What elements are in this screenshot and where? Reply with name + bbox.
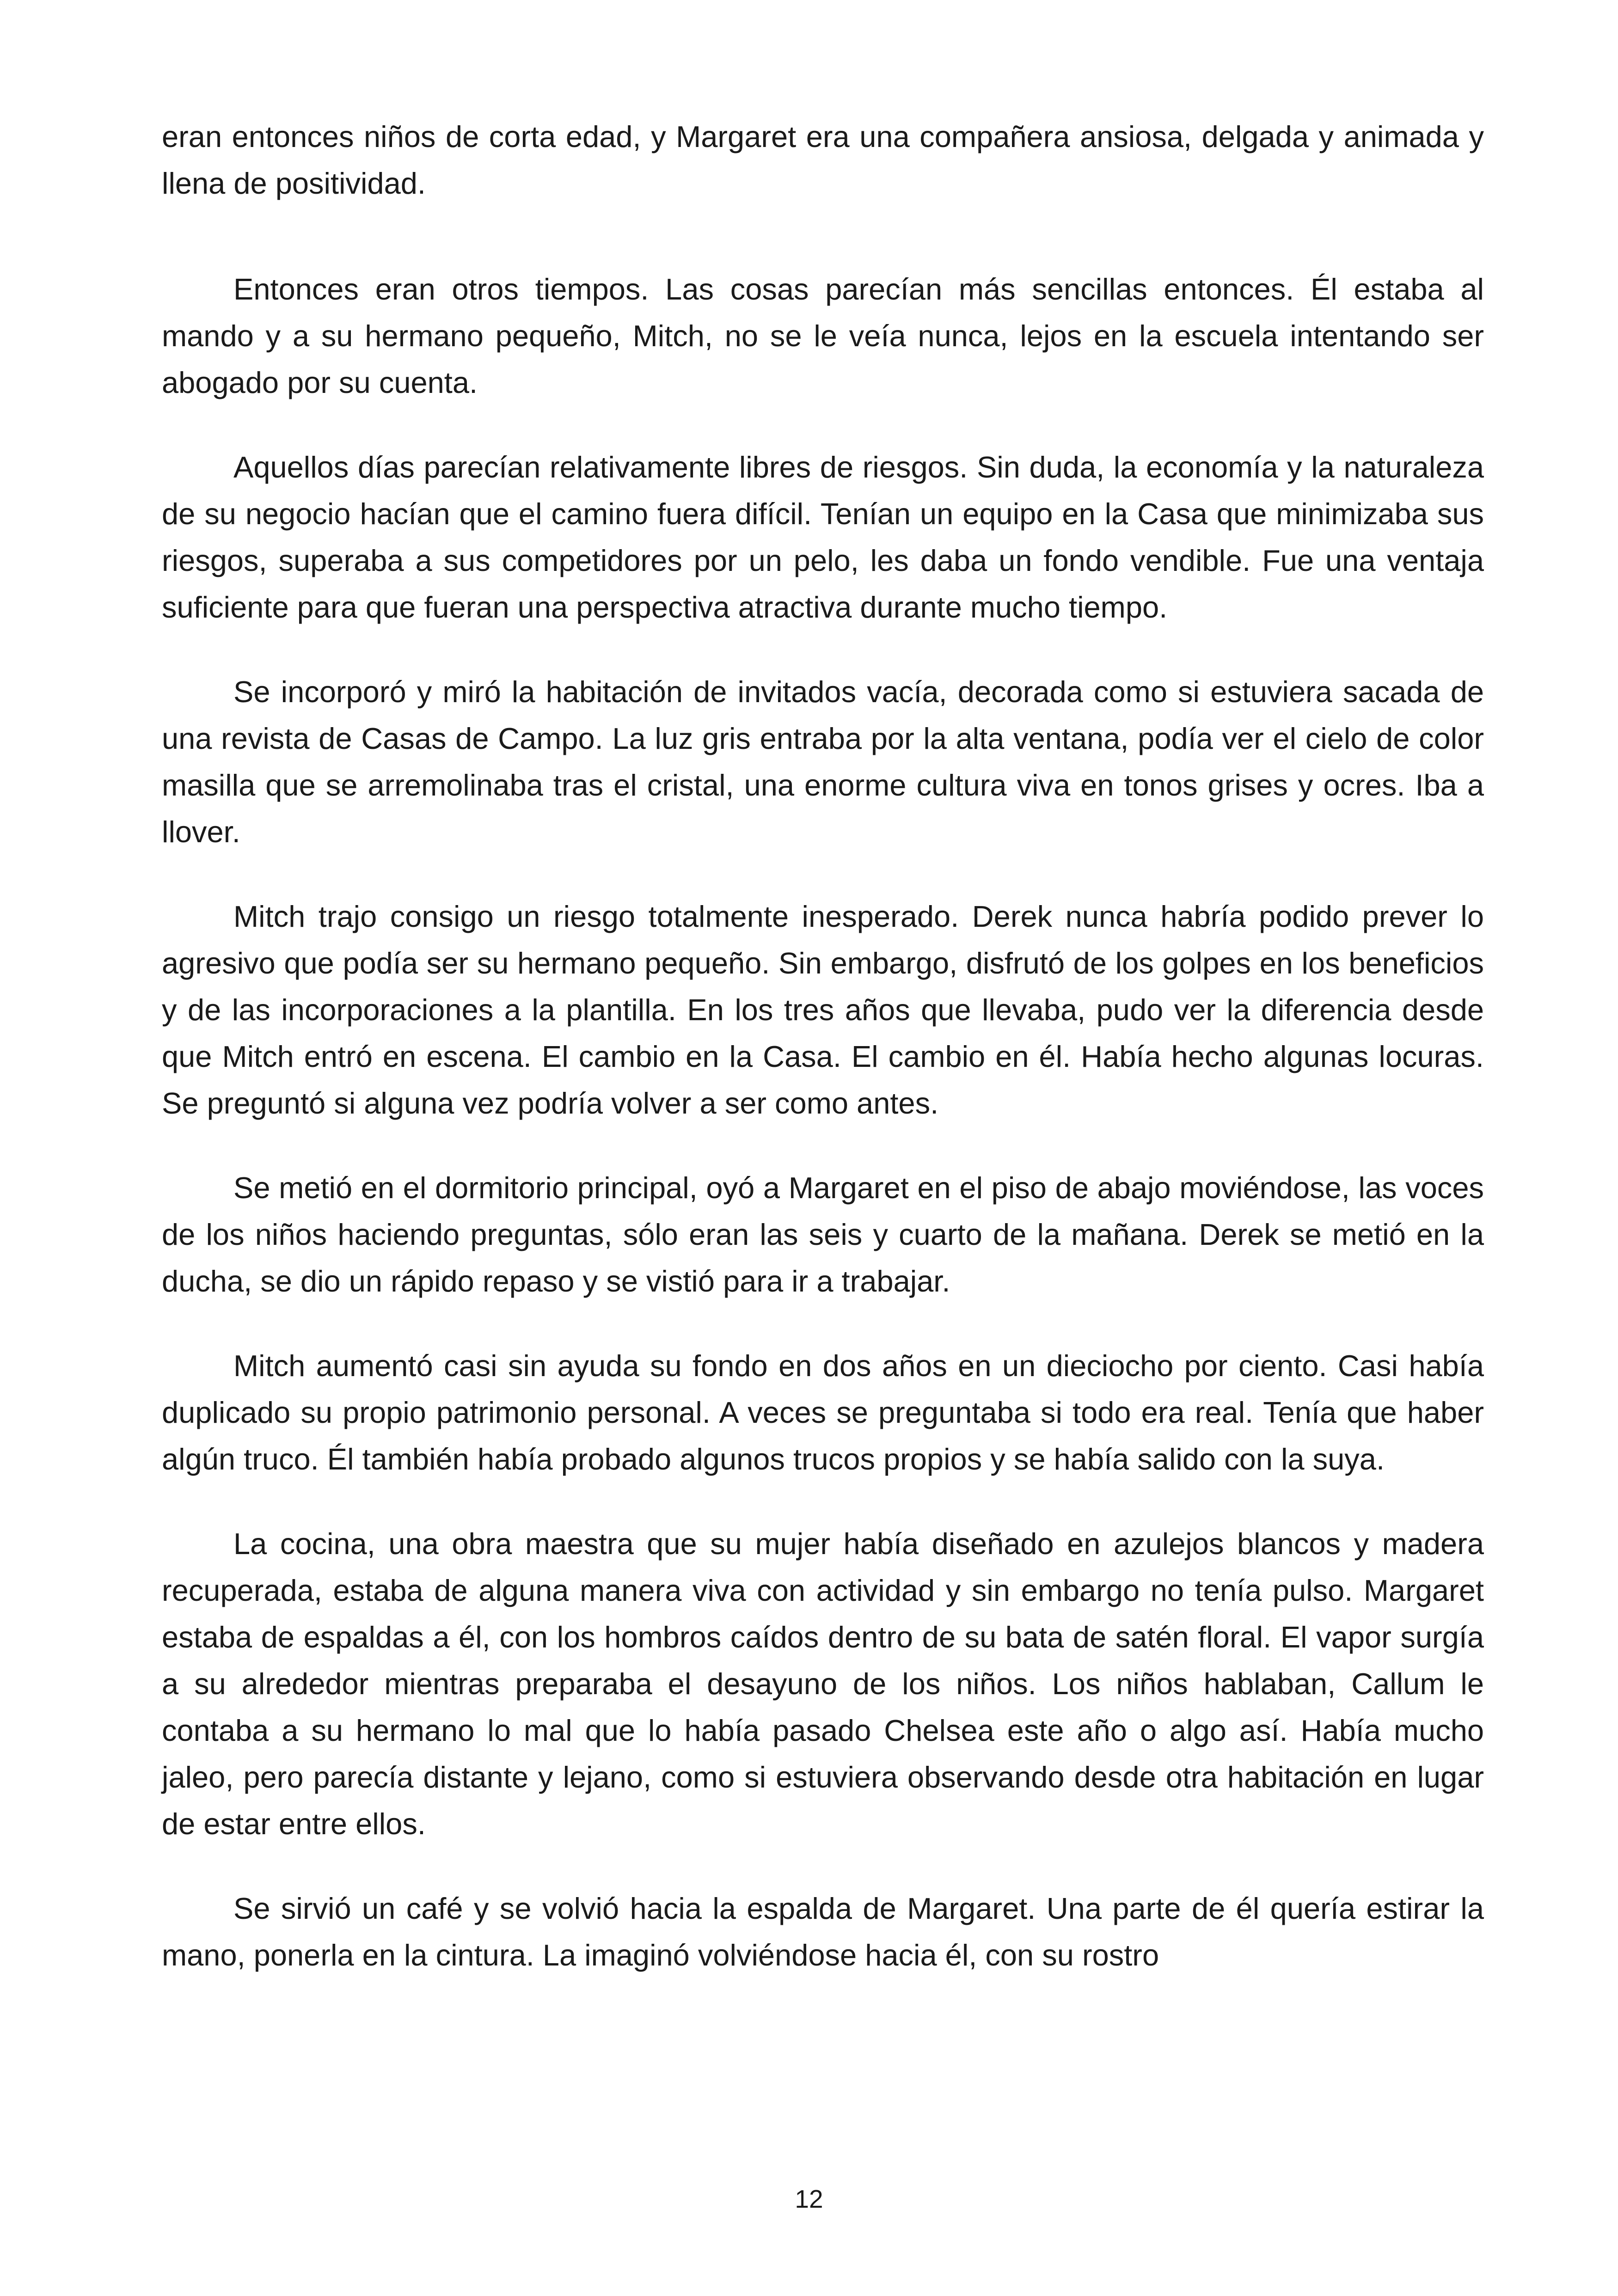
body-text — [162, 113, 1484, 2016]
paragraph-mitch-riesgo: Mitch trajo consigo un riesgo totalmente inesperado. Derek nunca habría podido prever lo agresivo que podía ser su hermano pequeño. Sin embargo, disfrutó de los golpes en los beneficios y de las incorporaciones a la plantilla. En los tres años que llevaba, pudo ver la diferencia desde que Mitch entró en escena. El cambio en la Casa. El cambio en él. Había hecho algunas locuras. Se preguntó si alguna vez podría volver a ser como antes. — [162, 900, 1484, 1120]
paragraph-cocina: La cocina, una obra maestra que su mujer había diseñado en azulejos blancos y madera recuperada, estaba de alguna manera viva con actividad y sin embargo no tenía pulso. Margaret estaba de espaldas a él, con los hombros caídos dentro de su bata de satén floral. El vapor surgía a su alrededor mientras preparaba el desayuno de los niños. Los niños hablaban, Callum le contaba a su hermano lo mal que lo había pasado Chelsea este año o algo así. Había mucho jaleo, pero parecía distante y lejano, como si estuviera observando desde otra habitación en lugar de estar entre ellos. — [162, 1527, 1484, 1841]
paragraph-otros-tiempos: Entonces eran otros tiempos. Las cosas parecían más sencillas entonces. Él estaba al mando y a su hermano pequeño, Mitch, no se le veía nunca, lejos en la escuela intentando ser abogado por su cuenta. — [162, 272, 1484, 399]
paragraph-continuation: eran entonces niños de corta edad, y Margaret era una compañera ansiosa, delgada y animada y llena de positividad. — [162, 120, 1484, 200]
paragraph-cafe: Se sirvió un café y se volvió hacia la espalda de Margaret. Una parte de él quería estirar la mano, ponerla en la cintura. La imaginó volviéndose hacia él, con su rostro — [162, 1892, 1484, 1972]
paragraph-aquellos-dias: Aquellos días parecían relativamente libres de riesgos. Sin duda, la economía y la naturaleza de su negocio hacían que el camino fuera difícil. Tenían un equipo en la Casa que minimizaba sus riesgos, superaba a sus competidores por un pelo, les daba un fondo vendible. Fue una ventaja suficiente para que fueran una perspectiva atractiva durante mucho tiempo. — [162, 450, 1484, 624]
paragraph-dormitorio: Se metió en el dormitorio principal, oyó a Margaret en el piso de abajo moviéndose, las voces de los niños haciendo preguntas, sólo eran las seis y cuarto de la mañana. Derek se metió en la ducha, se dio un rápido repaso y se vistió para ir a trabajar. — [162, 1171, 1484, 1298]
paragraph-se-incorporo: Se incorporó y miró la habitación de invitados vacía, decorada como si estuviera sacada de una revista de Casas de Campo. La luz gris entraba por la alta ventana, podía ver el cielo de color masilla que se arremolinaba tras el cristal, una enorme cultura viva en tonos grises y ocres. Iba a llover. — [162, 675, 1484, 849]
paragraph-mitch-fondo: Mitch aumentó casi sin ayuda su fondo en dos años en un dieciocho por ciento. Casi había duplicado su propio patrimonio personal. A veces se preguntaba si todo era real. Tenía que haber algún truco. Él también había probado algunos trucos propios y se había salido con la suya. — [162, 1349, 1484, 1476]
page-number: 12 — [795, 2185, 823, 2213]
